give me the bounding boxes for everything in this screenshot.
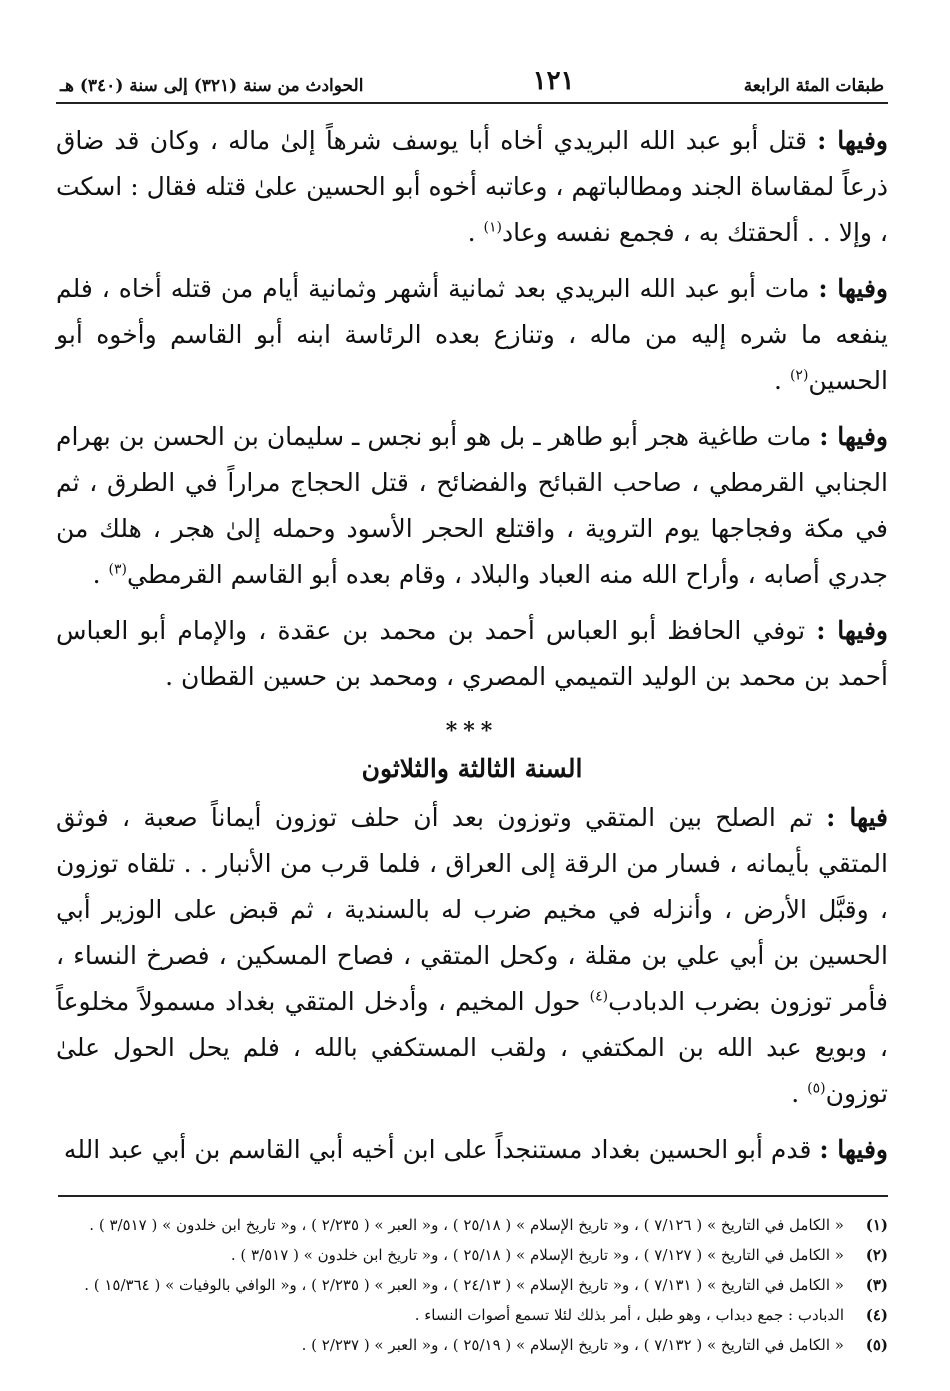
year-range: الحوادث من سنة (٣٢١) إلى سنة (٣٤٠) هـ — [60, 76, 364, 96]
running-header — [56, 58, 888, 104]
paragraph-tail: . — [774, 366, 790, 395]
section-separator: *** — [445, 718, 499, 744]
footnote — [56, 1331, 888, 1359]
section-title: السنة الثالثة والثلاثون — [361, 754, 583, 783]
paragraph-text: تم الصلح بين المتقي وتوزون بعد أن حلف توزون أيماناً صعبة ، فوثق المتقي بأيمانه ، فسار من الرقة إلى العراق ، فلما قرب من الأنبار . . تلقاه توزون ، وقبَّل الأرض ، وأنزله في مخيم ضرب له بالسندية ، ثم قبض على الوزير أبي الحسين بن أبي علي بن مقلة ، وكحل المتقي ، فصاح المسكين ، فصرخ النساء ، فأمر توزون بضرب الدبادب — [56, 803, 889, 1016]
footnote — [56, 1241, 888, 1269]
footnote — [56, 1211, 888, 1239]
footnote-number: (٣) — [865, 1276, 888, 1294]
footnote — [56, 1301, 888, 1329]
footnote-ref[interactable]: (٤) — [589, 988, 609, 1005]
page-number: ١٢١ — [532, 66, 575, 96]
paragraph-lead: وفيها : — [819, 1135, 888, 1164]
footnote-number: (٢) — [865, 1246, 888, 1264]
footnote-text: الدبادب : جمع دبداب ، وهو طبل ، أمر بذلك لئلا تسمع أصوات النساء . — [414, 1306, 844, 1324]
footnotes — [56, 1211, 888, 1359]
paragraph-lead: وفيها : — [816, 616, 889, 645]
paragraph-text: مات طاغية هجر أبو طاهر ـ بل هو أبو نجس ـ سليمان بن الحسن بن بهرام الجنابي القرمطي ، صاحب القبائح والفضائح ، قتل الحجاج مراراً في الطرق ، ثم في مكة وفجاجها يوم التروية ، واقتلع الحجر الأسود وحمله إلىٰ هجر ، هلك من جدري أصابه ، وأراح الله منه العباد والبلاد ، وقام بعده أبو القاسم القرمطي — [56, 422, 888, 589]
paragraph-tail: . — [791, 1079, 808, 1108]
paragraph-lead: وفيها : — [818, 274, 888, 303]
paragraph — [56, 795, 888, 1117]
footnote-text: « الكامل في التاريخ » ( ٧/١٣٢ ) ، و« تاريخ الإسلام » ( ٢٥/١٩ ) ، و« العبر » ( ٢/٢٣٧ ) . — [301, 1336, 844, 1354]
paragraph — [56, 118, 888, 256]
footnote-number: (٤) — [865, 1306, 888, 1324]
paragraph-text: مات أبو عبد الله البريدي بعد ثمانية أشهر وثمانية أيام من قتله أخاه ، فلم ينفعه ما شره إليه من ماله ، وتنازع بعده الرئاسة ابنه أبو القاسم وأخوه أبو الحسين — [56, 274, 888, 395]
paragraph — [56, 266, 888, 404]
footnote — [56, 1271, 888, 1299]
paragraph-tail: . — [92, 560, 109, 589]
paragraph-text: قدم أبو الحسين بغداد مستنجداً على ابن أخيه أبي القاسم بن أبي عبد الله — [63, 1135, 820, 1164]
footnote-text: « الكامل في التاريخ » ( ٧/١٣١ ) ، و« تاريخ الإسلام » ( ٢٤/١٣ ) ، و« العبر » ( ٢/٢٣٥ ) ، و« الوافي بالوفيات » ( ١٥/٣٦٤ ) . — [84, 1276, 844, 1294]
paragraph — [56, 414, 888, 598]
footnote-ref[interactable]: (٥) — [807, 1080, 826, 1097]
paragraph — [56, 608, 888, 700]
paragraph-tail: . — [467, 218, 484, 247]
page-body — [56, 118, 888, 1173]
book-title: طبقات المئة الرابعة — [743, 76, 884, 96]
paragraph-lead: فيها : — [826, 803, 888, 832]
paragraph-tail: حول المخيم ، وأدخل المتقي بغداد مسمولاً مخلوعاً ، وبويع عبد الله بن المكتفي ، ولقب المستكفي بالله ، فلم يحل الحول علىٰ توزون — [56, 987, 888, 1108]
footnote-ref[interactable]: (٣) — [108, 561, 127, 578]
paragraph-lead: وفيها : — [819, 422, 889, 451]
footnote-text: « الكامل في التاريخ » ( ٧/١٢٦ ) ، و« تاريخ الإسلام » ( ٢٥/١٨ ) ، و« العبر » ( ٢/٢٣٥ ) ، و« تاريخ ابن خلدون » ( ٣/٥١٧ ) . — [89, 1216, 844, 1234]
footnote-ref[interactable]: (١) — [483, 219, 502, 236]
footnote-number: (٥) — [865, 1336, 888, 1354]
footnote-divider — [58, 1195, 888, 1197]
paragraph-text: توفي الحافظ أبو العباس أحمد بن محمد بن عقدة ، والإمام أبو العباس أحمد بن محمد بن الوليد التميمي المصري ، ومحمد بن حسين القطان . — [56, 616, 888, 691]
footnote-text: « الكامل في التاريخ » ( ٧/١٢٧ ) ، و« تاريخ الإسلام » ( ٢٥/١٨ ) ، و« تاريخ ابن خلدون » ( ٣/٥١٧ ) . — [230, 1246, 844, 1264]
footnote-ref[interactable]: (٢) — [789, 367, 809, 384]
paragraph-lead: وفيها : — [817, 126, 889, 155]
paragraph-text: قتل أبو عبد الله البريدي أخاه أبا يوسف شرهاً إلىٰ ماله ، وكان قد ضاق ذرعاً لمقاساة الجند ومطالباتهم ، وعاتبه أخوه أبو الحسين علىٰ قتله فقال : اسكت ، وإلا . . ألحقتك به ، فجمع نفسه وعاد — [56, 126, 888, 247]
paragraph — [56, 1127, 888, 1173]
footnote-number: (١) — [865, 1216, 888, 1234]
